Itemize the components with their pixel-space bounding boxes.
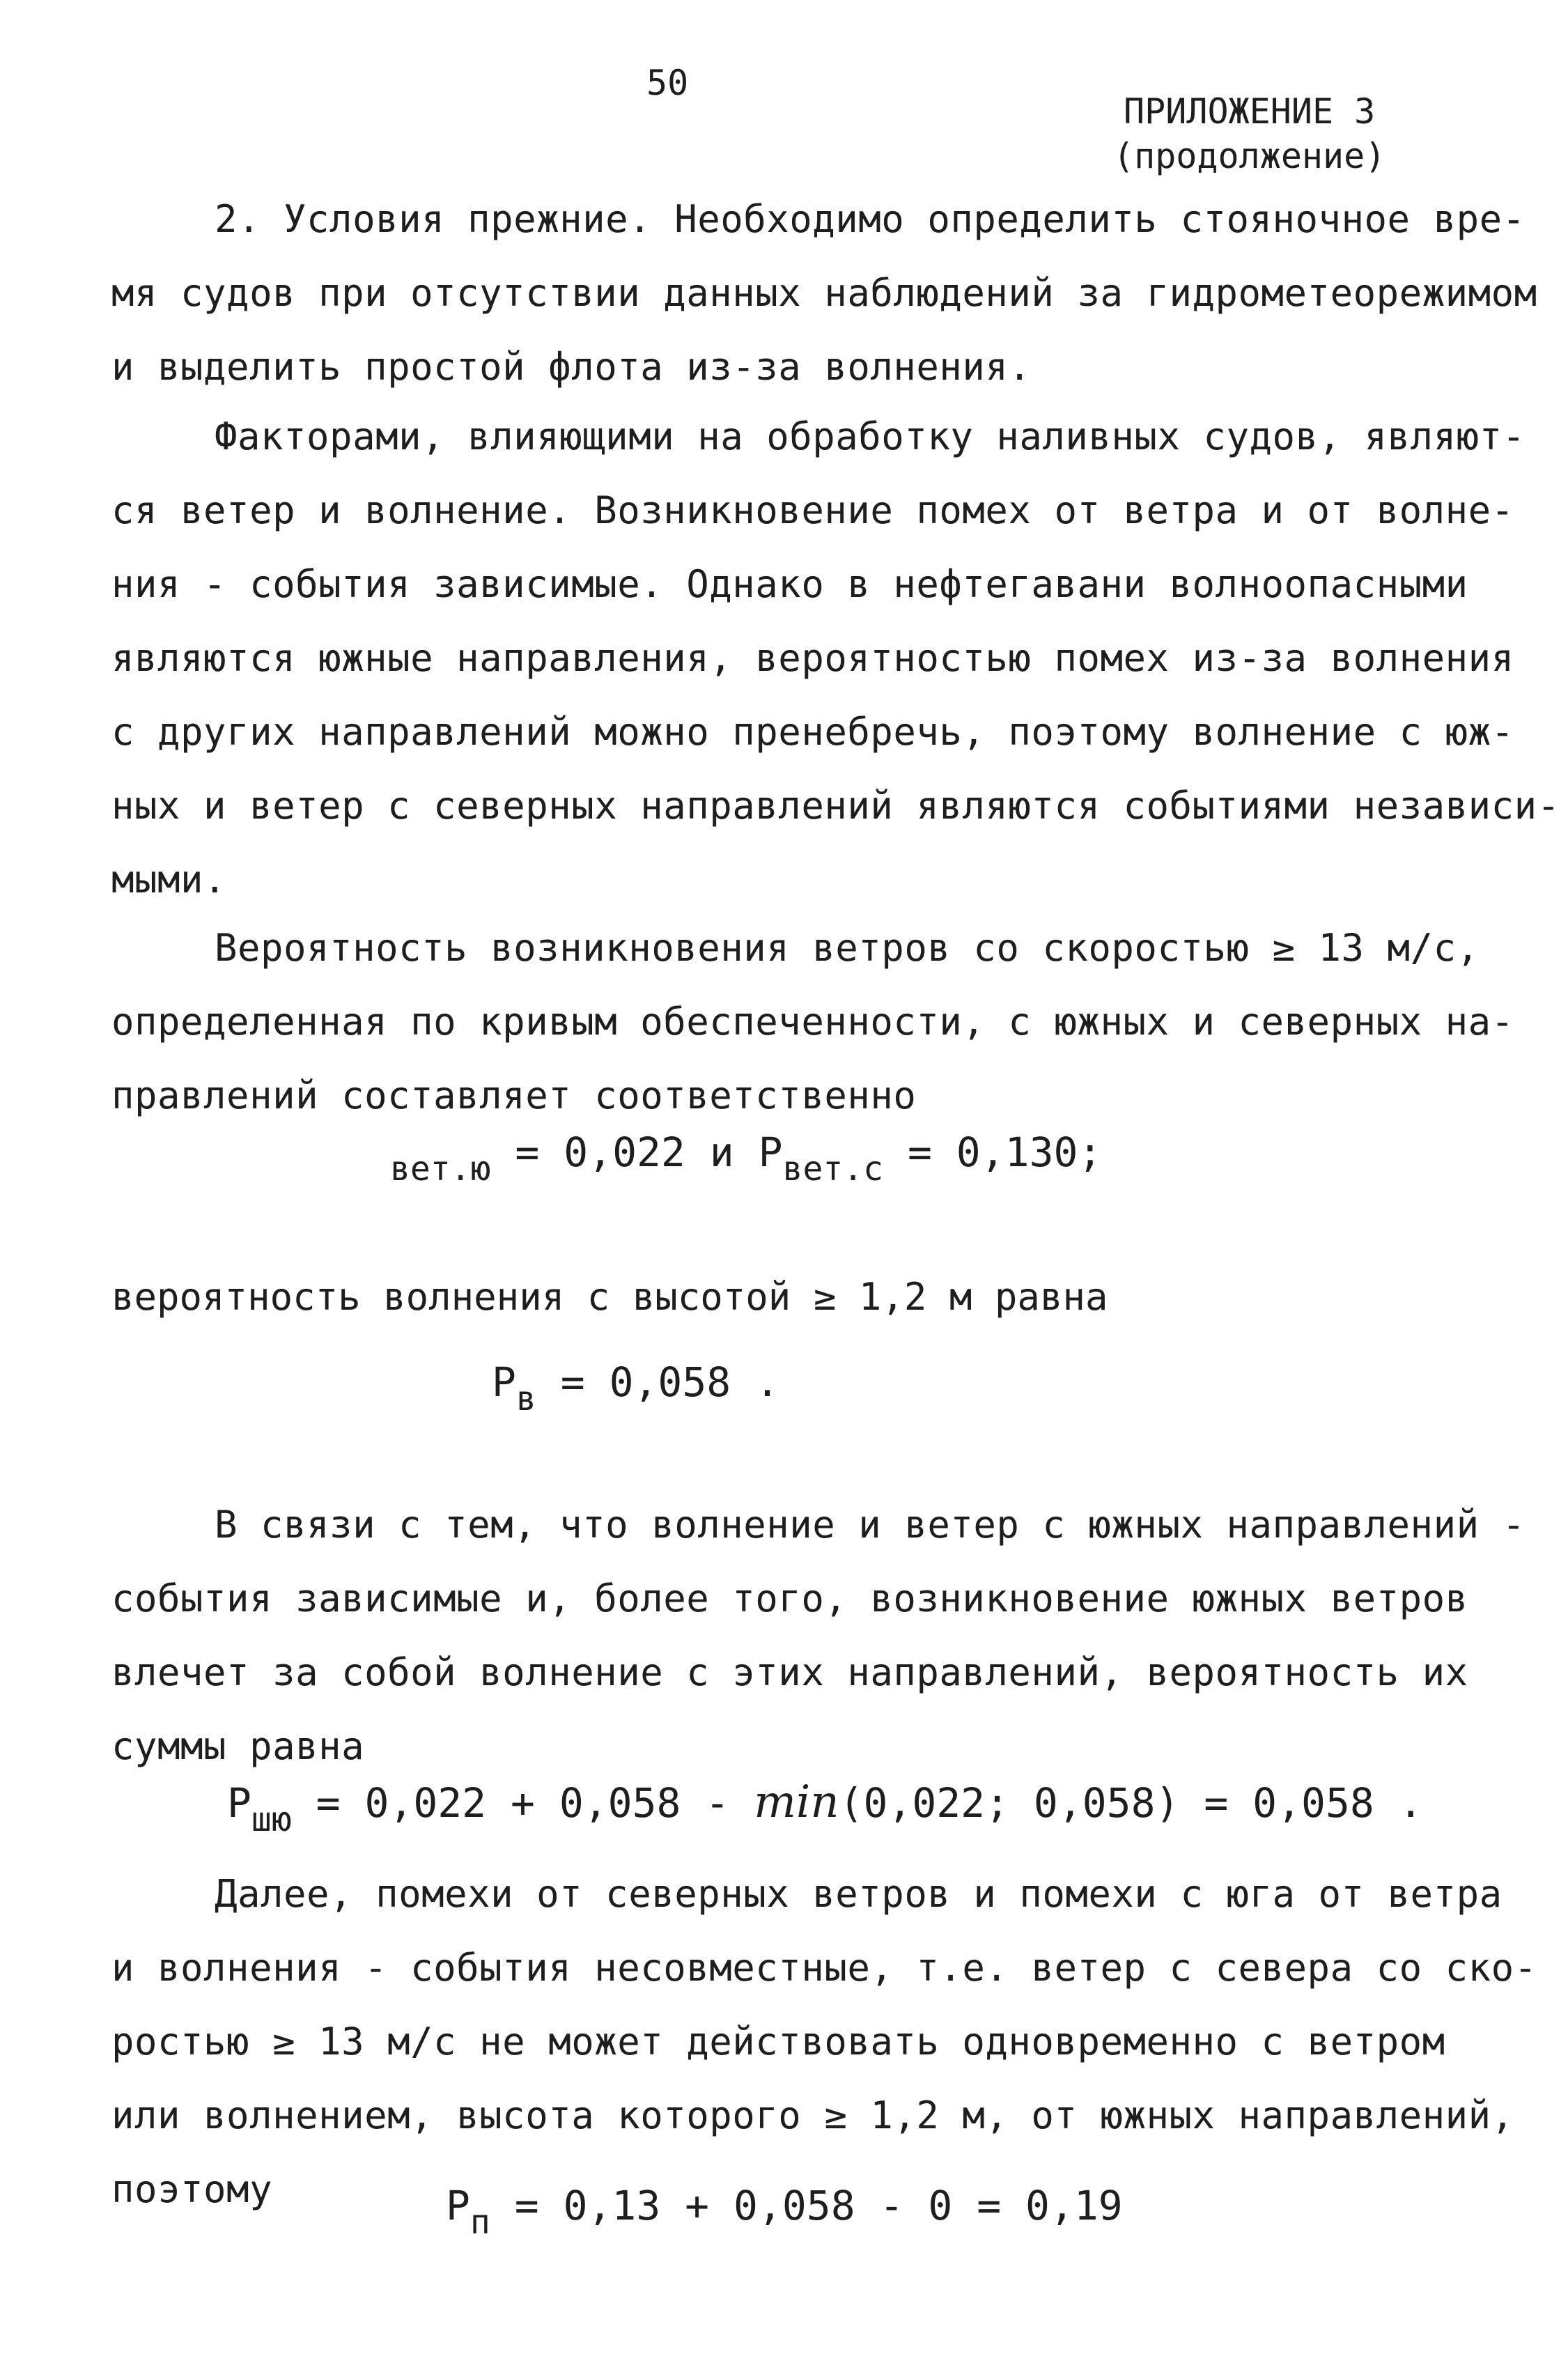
paragraph-line: события зависимые и, более того, возникновение южных ветров [111,1577,1468,1620]
paragraph-line: В связи с тем, что волнение и ветер с южных направлений - [215,1503,1526,1547]
paragraph-line: суммы равна [111,1724,365,1768]
paragraph-line: правлений составляет соответственно [111,1074,917,1117]
paragraph-line: влечет за собой волнение с этих направлений, вероятность их [111,1650,1468,1694]
wave-probability-text: вероятность волнения с высотой ≥ 1,2 м равна [111,1275,1108,1319]
paragraph-line: определенная по кривым обеспеченности, с южных и северных на- [111,1000,1514,1044]
formula-min-function: min [754,1776,839,1828]
formula-value: = 0,058 . [560,1358,780,1406]
paragraph-line: и выделить простой флота из-за волнения. [111,345,1032,389]
formula-subscript: в [515,1379,536,1418]
paragraph-line: ростью ≥ 13 м/с не может действовать одновременно с ветром [111,2020,1445,2063]
formula-value: = 0,130; [907,1129,1103,1176]
formula-value: = 0,13 + 0,058 - 0 = 0,19 [514,2182,1123,2229]
formula-wave [492,1358,779,1418]
formula-south-sum [227,1776,1423,1839]
page-number: 50 [646,63,689,103]
paragraph-line: 2. Условия прежние. Необходимо определить стояночное вре- [215,197,1526,241]
formula-subscript: п [469,2203,490,2242]
paragraph-line: мя судов при отсутствии данных наблюдений за гидрометеорежимом [111,271,1537,315]
formula-symbol: P [227,1779,251,1827]
formula-subscript: вет.с [782,1149,884,1188]
paragraph-line: поэтому [111,2167,273,2211]
appendix-subtitle: (продолжение) [1113,136,1386,176]
paragraph-line: мыми. [111,858,227,901]
formula-subscript: вет.ю [390,1149,491,1188]
paragraph-factors [111,400,1560,917]
paragraph-conditions [111,183,1537,404]
formula-symbol: P [492,1358,516,1406]
formula-symbol: P [446,2182,470,2229]
paragraph-line: ся ветер и волнение. Возникновение помех от ветра и от волне- [111,488,1514,532]
paragraph-line: Факторами, влияющими на обработку наливных судов, являют- [215,415,1526,458]
paragraph-line: или волнением, высота которого ≥ 1,2 м, от южных направлений, [111,2093,1514,2137]
paragraph-line: Далее, помехи от северных ветров и помехи с юга от ветра [215,1872,1503,1916]
formula-subscript: шю [251,1800,292,1839]
formula-symbol: P [758,1129,783,1176]
paragraph-line: и волнения - события несовместные, т.е. ветер с севера со ско- [111,1946,1537,1990]
paragraph-line: с других направлений можно пренебречь, поэтому волнение с юж- [111,710,1514,754]
formula-part: = 0,022 + 0,058 - [316,1779,730,1827]
paragraph-wind-probability [111,911,1514,1133]
paragraph-dependent-events [111,1488,1526,1783]
paragraph-incompatible-events [111,1857,1537,2227]
paragraph-line: Вероятность возникновения ветров со скоростью ≥ 13 м/с, [215,926,1480,970]
appendix-header [1113,89,1385,178]
formula-part: (0,022; 0,058) = 0,058 . [839,1779,1423,1827]
formula-total [446,2182,1123,2242]
formula-conjunction: и [709,1129,734,1176]
paragraph-line: ния - события зависимые. Однако в нефтегавани волноопасными [111,562,1468,606]
paragraph-line: ных и ветер с северных направлений являются событиями независи- [111,784,1560,828]
appendix-title: ПРИЛОЖЕНИЕ 3 [1124,91,1376,132]
paragraph-line: являются южные направления, вероятностью помех из-за волнения [111,636,1514,680]
formula-value: = 0,022 [515,1129,685,1176]
formula-wind [390,1129,1102,1188]
